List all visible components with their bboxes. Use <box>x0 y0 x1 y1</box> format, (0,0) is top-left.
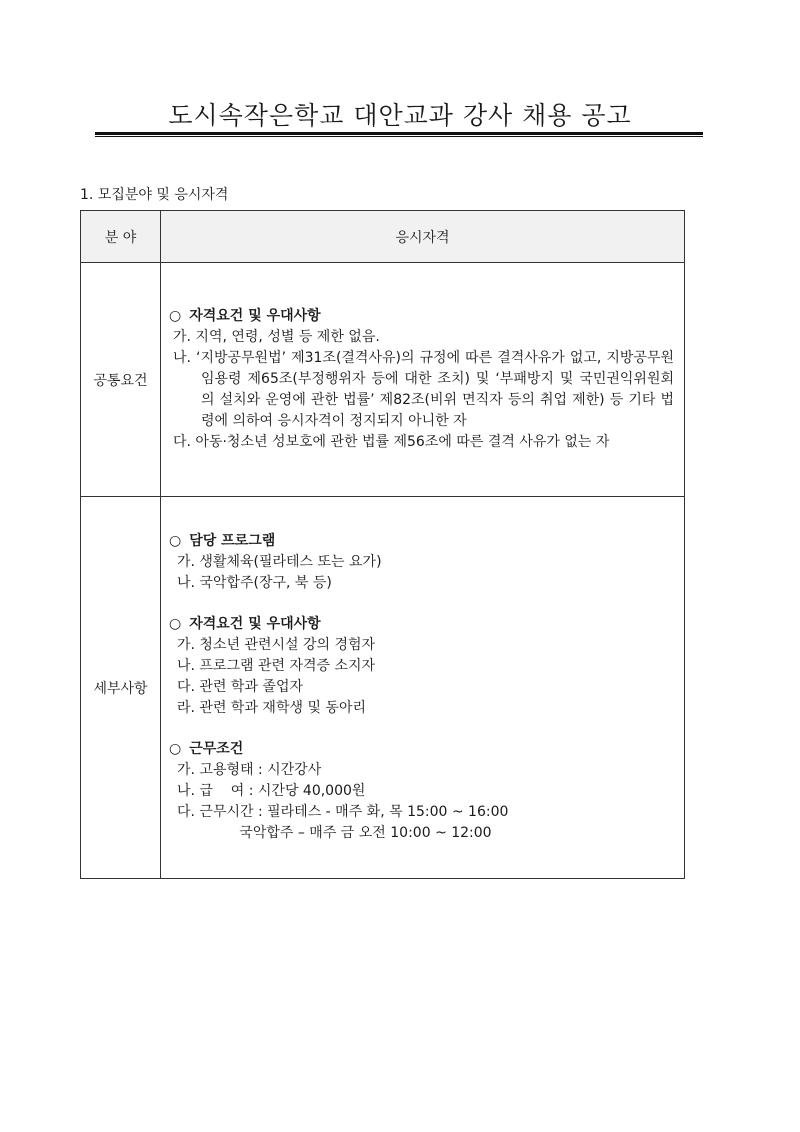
detail-row <box>81 497 685 879</box>
program-items <box>169 552 674 594</box>
header-field: 분 야 <box>81 211 161 263</box>
document-title: 도시속작은학교 대안교과 강사 채용 공고 <box>168 101 632 130</box>
common-requirements-row <box>81 263 685 497</box>
list-item: 다. 관련 학과 졸업자 <box>177 679 303 695</box>
list-item: 다. 아동·청소년 성보호에 관한 법률 제56조에 따른 결격 사유가 없는 자 <box>173 434 610 450</box>
detail-label: 세부사항 <box>81 497 161 879</box>
circle-bullet-icon: ○ <box>169 741 182 757</box>
recruitment-table <box>80 210 685 879</box>
table-header-row <box>81 211 685 263</box>
qualification-block-title: ○ 자격요건 및 우대사항 <box>169 616 321 632</box>
list-item: 가. 지역, 연령, 성별 등 제한 없음. <box>173 329 380 345</box>
program-block-title: ○ 담당 프로그램 <box>169 533 276 549</box>
list-item: 가. 생활체육(필라테스 또는 요가) <box>177 554 382 570</box>
list-item: 라. 관련 학과 재학생 및 동아리 <box>177 700 366 716</box>
section-heading: 1. 모집분야 및 응시자격 <box>80 187 229 203</box>
list-item: 나. 국악합주(장구, 북 등) <box>177 575 332 591</box>
qualification-items <box>169 635 674 719</box>
common-label: 공통요건 <box>81 263 161 497</box>
list-item: 나. 프로그램 관련 자격증 소지자 <box>177 658 376 674</box>
list-item: 가. 고용형태 : 시간강사 <box>177 762 322 778</box>
circle-bullet-icon: ○ <box>169 533 182 549</box>
title-underline <box>95 132 703 137</box>
detail-content <box>161 497 685 879</box>
conditions-items <box>169 760 674 844</box>
conditions-block-title: ○ 근무조건 <box>169 741 244 757</box>
common-content <box>161 263 685 497</box>
header-qualification: 응시자격 <box>161 211 685 263</box>
list-item: 나. ‘지방공무원법’ 제31조(결격사유)의 규정에 따른 결격사유가 없고, 지방공무원임용령 제65조(부정행위자 등에 대한 조치) 및 ‘부패방지 및 국민권익위원회의 설치와 운영에 관한 법률’ 제82조(비위 면직자 등의 취업 제한) 등 기타 법령에 의하여 응시자격이 정지되지 아니한 자 <box>173 350 674 429</box>
list-item: 가. 청소년 관련시설 강의 경험자 <box>177 637 376 653</box>
common-block-title: ○ 자격요건 및 우대사항 <box>169 308 321 324</box>
circle-bullet-icon: ○ <box>169 616 182 632</box>
common-items <box>169 327 674 453</box>
list-item: 국악합주 – 매주 금 오전 10:00 ~ 12:00 <box>177 825 492 841</box>
circle-bullet-icon: ○ <box>169 308 182 324</box>
list-item: 다. 근무시간 : 필라테스 - 매주 화, 목 15:00 ~ 16:00 <box>177 804 509 820</box>
list-item: 나. 급 여 : 시간당 40,000원 <box>177 783 366 799</box>
